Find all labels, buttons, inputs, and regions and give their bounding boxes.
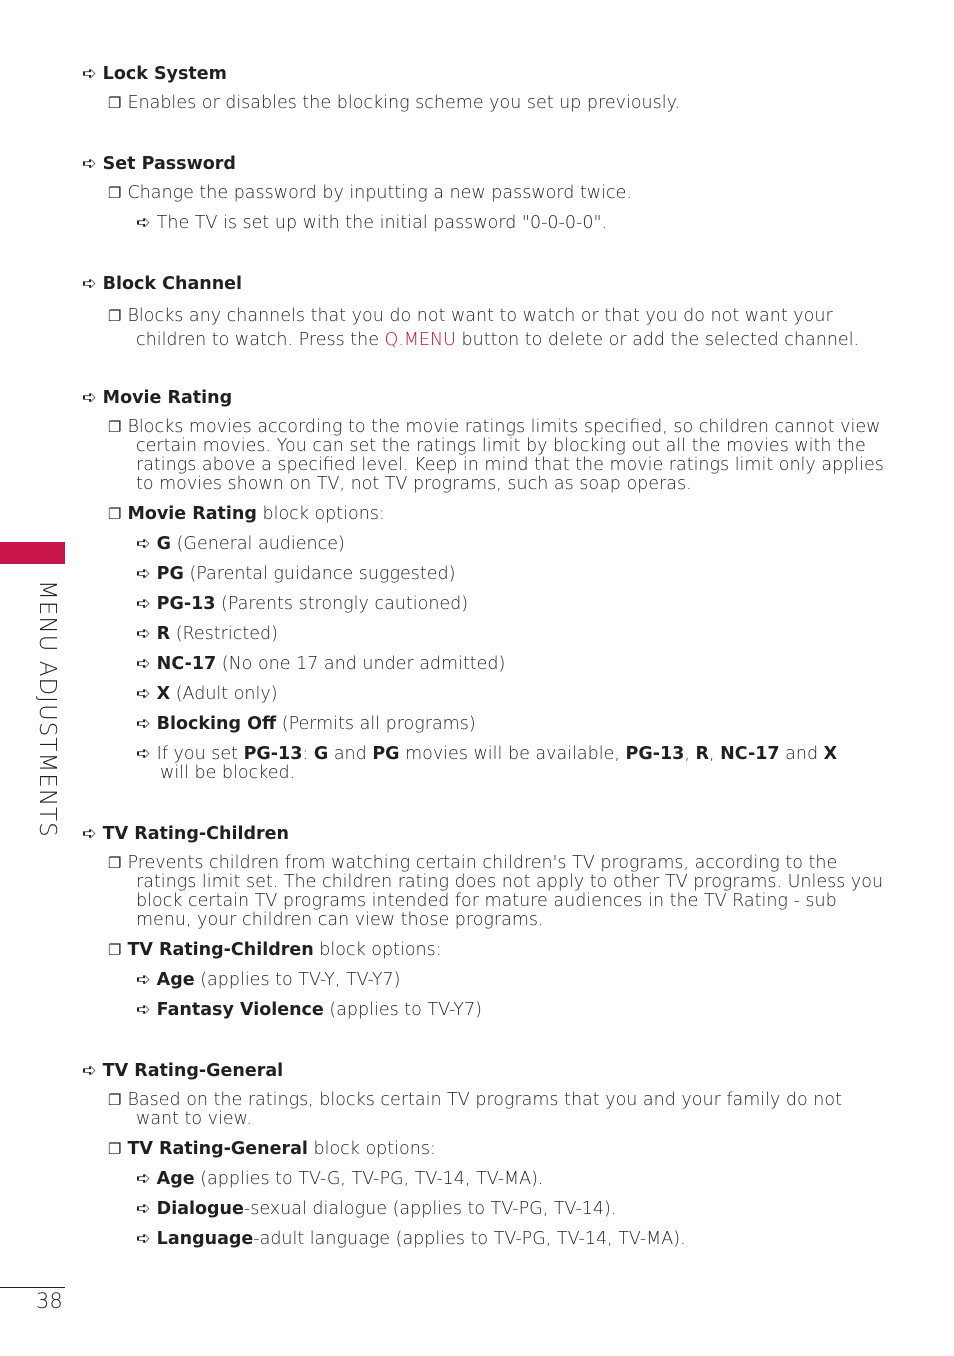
arrow-icon: ➪ (136, 564, 151, 584)
checkbox-bullet-icon: ❐ (108, 941, 122, 959)
arrow-icon: ➪ (82, 388, 97, 408)
heading-lock-system: ➪ Lock System (82, 64, 227, 84)
block-channel-description: ❐ Blocks any channels that you do not want to watch or that you do not want your children to watch. Press the Q.MENU button to delete or add the selected channel. (108, 306, 860, 350)
tv-rating-general-description: ❐ Based on the ratings, blocks certain TV programs that you and your family do not want to view. (108, 1090, 842, 1129)
arrow-icon: ➪ (136, 744, 151, 764)
children-option-fantasy-violence: ➪ Fantasy Violence (applies to TV-Y7) (136, 1000, 482, 1020)
checkbox-bullet-icon: ❐ (108, 418, 122, 436)
arrow-icon: ➪ (136, 684, 151, 704)
arrow-icon: ➪ (136, 1229, 151, 1249)
set-password-description: ❐ Change the password by inputting a new password twice. (108, 183, 632, 203)
page-number-rule (0, 1287, 65, 1288)
heading-movie-rating: ➪ Movie Rating (82, 388, 233, 408)
tv-rating-children-description: ❐ Prevents children from watching certain children's TV programs, according to the ratings limit set. The children rating does not apply to other TV programs. Unless you block certain TV programs intended for mature audiences in the TV Rating - sub menu, your children can view those programs. (108, 853, 884, 930)
general-option-age: ➪ Age (applies to TV-G, TV-PG, TV-14, TV-MA). (136, 1169, 544, 1189)
arrow-icon: ➪ (136, 970, 151, 990)
lock-system-description: ❐ Enables or disables the blocking scheme you set up previously. (108, 93, 681, 113)
movie-option-pg13: ➪ PG-13 (Parents strongly cautioned) (136, 594, 469, 614)
arrow-icon: ➪ (136, 213, 151, 233)
arrow-icon: ➪ (136, 714, 151, 734)
qmenu-button-label: Q.MENU (384, 330, 456, 350)
movie-option-g: ➪ G (General audience) (136, 534, 345, 554)
movie-rating-example: ➪ If you set PG-13: G and PG movies will be available, PG-13, R, NC-17 and X will be blocked. (136, 744, 838, 783)
arrow-icon: ➪ (136, 534, 151, 554)
checkbox-bullet-icon: ❐ (108, 184, 122, 202)
movie-option-nc17: ➪ NC-17 (No one 17 and under admitted) (136, 654, 506, 674)
checkbox-bullet-icon: ❐ (108, 505, 122, 523)
arrow-icon: ➪ (136, 654, 151, 674)
arrow-icon: ➪ (136, 1000, 151, 1020)
tv-rating-children-options-label: ❐ TV Rating-Children block options: (108, 940, 442, 960)
movie-option-x: ➪ X (Adult only) (136, 684, 278, 704)
arrow-icon: ➪ (136, 1199, 151, 1219)
heading-tv-rating-general: ➪ TV Rating-General (82, 1061, 284, 1081)
arrow-icon: ➪ (82, 64, 97, 84)
movie-rating-description: ❐ Blocks movies according to the movie ratings limits specified, so children cannot view certain movies. You can set the ratings limit by blocking out all the movies with the ratings above a specified level. Keep in mind that the movie ratings limit only applies to movies shown on TV, not TV programs, such as soap operas. (108, 417, 884, 494)
checkbox-bullet-icon: ❐ (108, 307, 122, 325)
arrow-icon: ➪ (82, 1061, 97, 1081)
general-option-dialogue: ➪ Dialogue-sexual dialogue (applies to TV-PG, TV-14). (136, 1199, 617, 1219)
page-number: 38 (36, 1289, 63, 1313)
arrow-icon: ➪ (136, 1169, 151, 1189)
heading-block-channel: ➪ Block Channel (82, 274, 243, 294)
arrow-icon: ➪ (82, 154, 97, 174)
movie-option-pg: ➪ PG (Parental guidance suggested) (136, 564, 456, 584)
tv-rating-general-options-label: ❐ TV Rating-General block options: (108, 1139, 436, 1159)
section-color-bar (0, 542, 65, 564)
checkbox-bullet-icon: ❐ (108, 1140, 122, 1158)
arrow-icon: ➪ (82, 824, 97, 844)
heading-tv-rating-children: ➪ TV Rating-Children (82, 824, 289, 844)
set-password-note: ➪ The TV is set up with the initial password "0-0-0-0". (136, 213, 608, 233)
movie-option-blocking-off: ➪ Blocking Off (Permits all programs) (136, 714, 476, 734)
section-title: MENU ADJUSTMENTS (34, 580, 60, 838)
arrow-icon: ➪ (136, 624, 151, 644)
arrow-icon: ➪ (136, 594, 151, 614)
checkbox-bullet-icon: ❐ (108, 1091, 122, 1109)
heading-set-password: ➪ Set Password (82, 154, 236, 174)
children-option-age: ➪ Age (applies to TV-Y, TV-Y7) (136, 970, 401, 990)
movie-rating-options-label: ❐ Movie Rating block options: (108, 504, 385, 524)
arrow-icon: ➪ (82, 274, 97, 294)
checkbox-bullet-icon: ❐ (108, 94, 122, 112)
movie-option-r: ➪ R (Restricted) (136, 624, 278, 644)
general-option-language: ➪ Language-adult language (applies to TV-PG, TV-14, TV-MA). (136, 1229, 686, 1249)
checkbox-bullet-icon: ❐ (108, 854, 122, 872)
